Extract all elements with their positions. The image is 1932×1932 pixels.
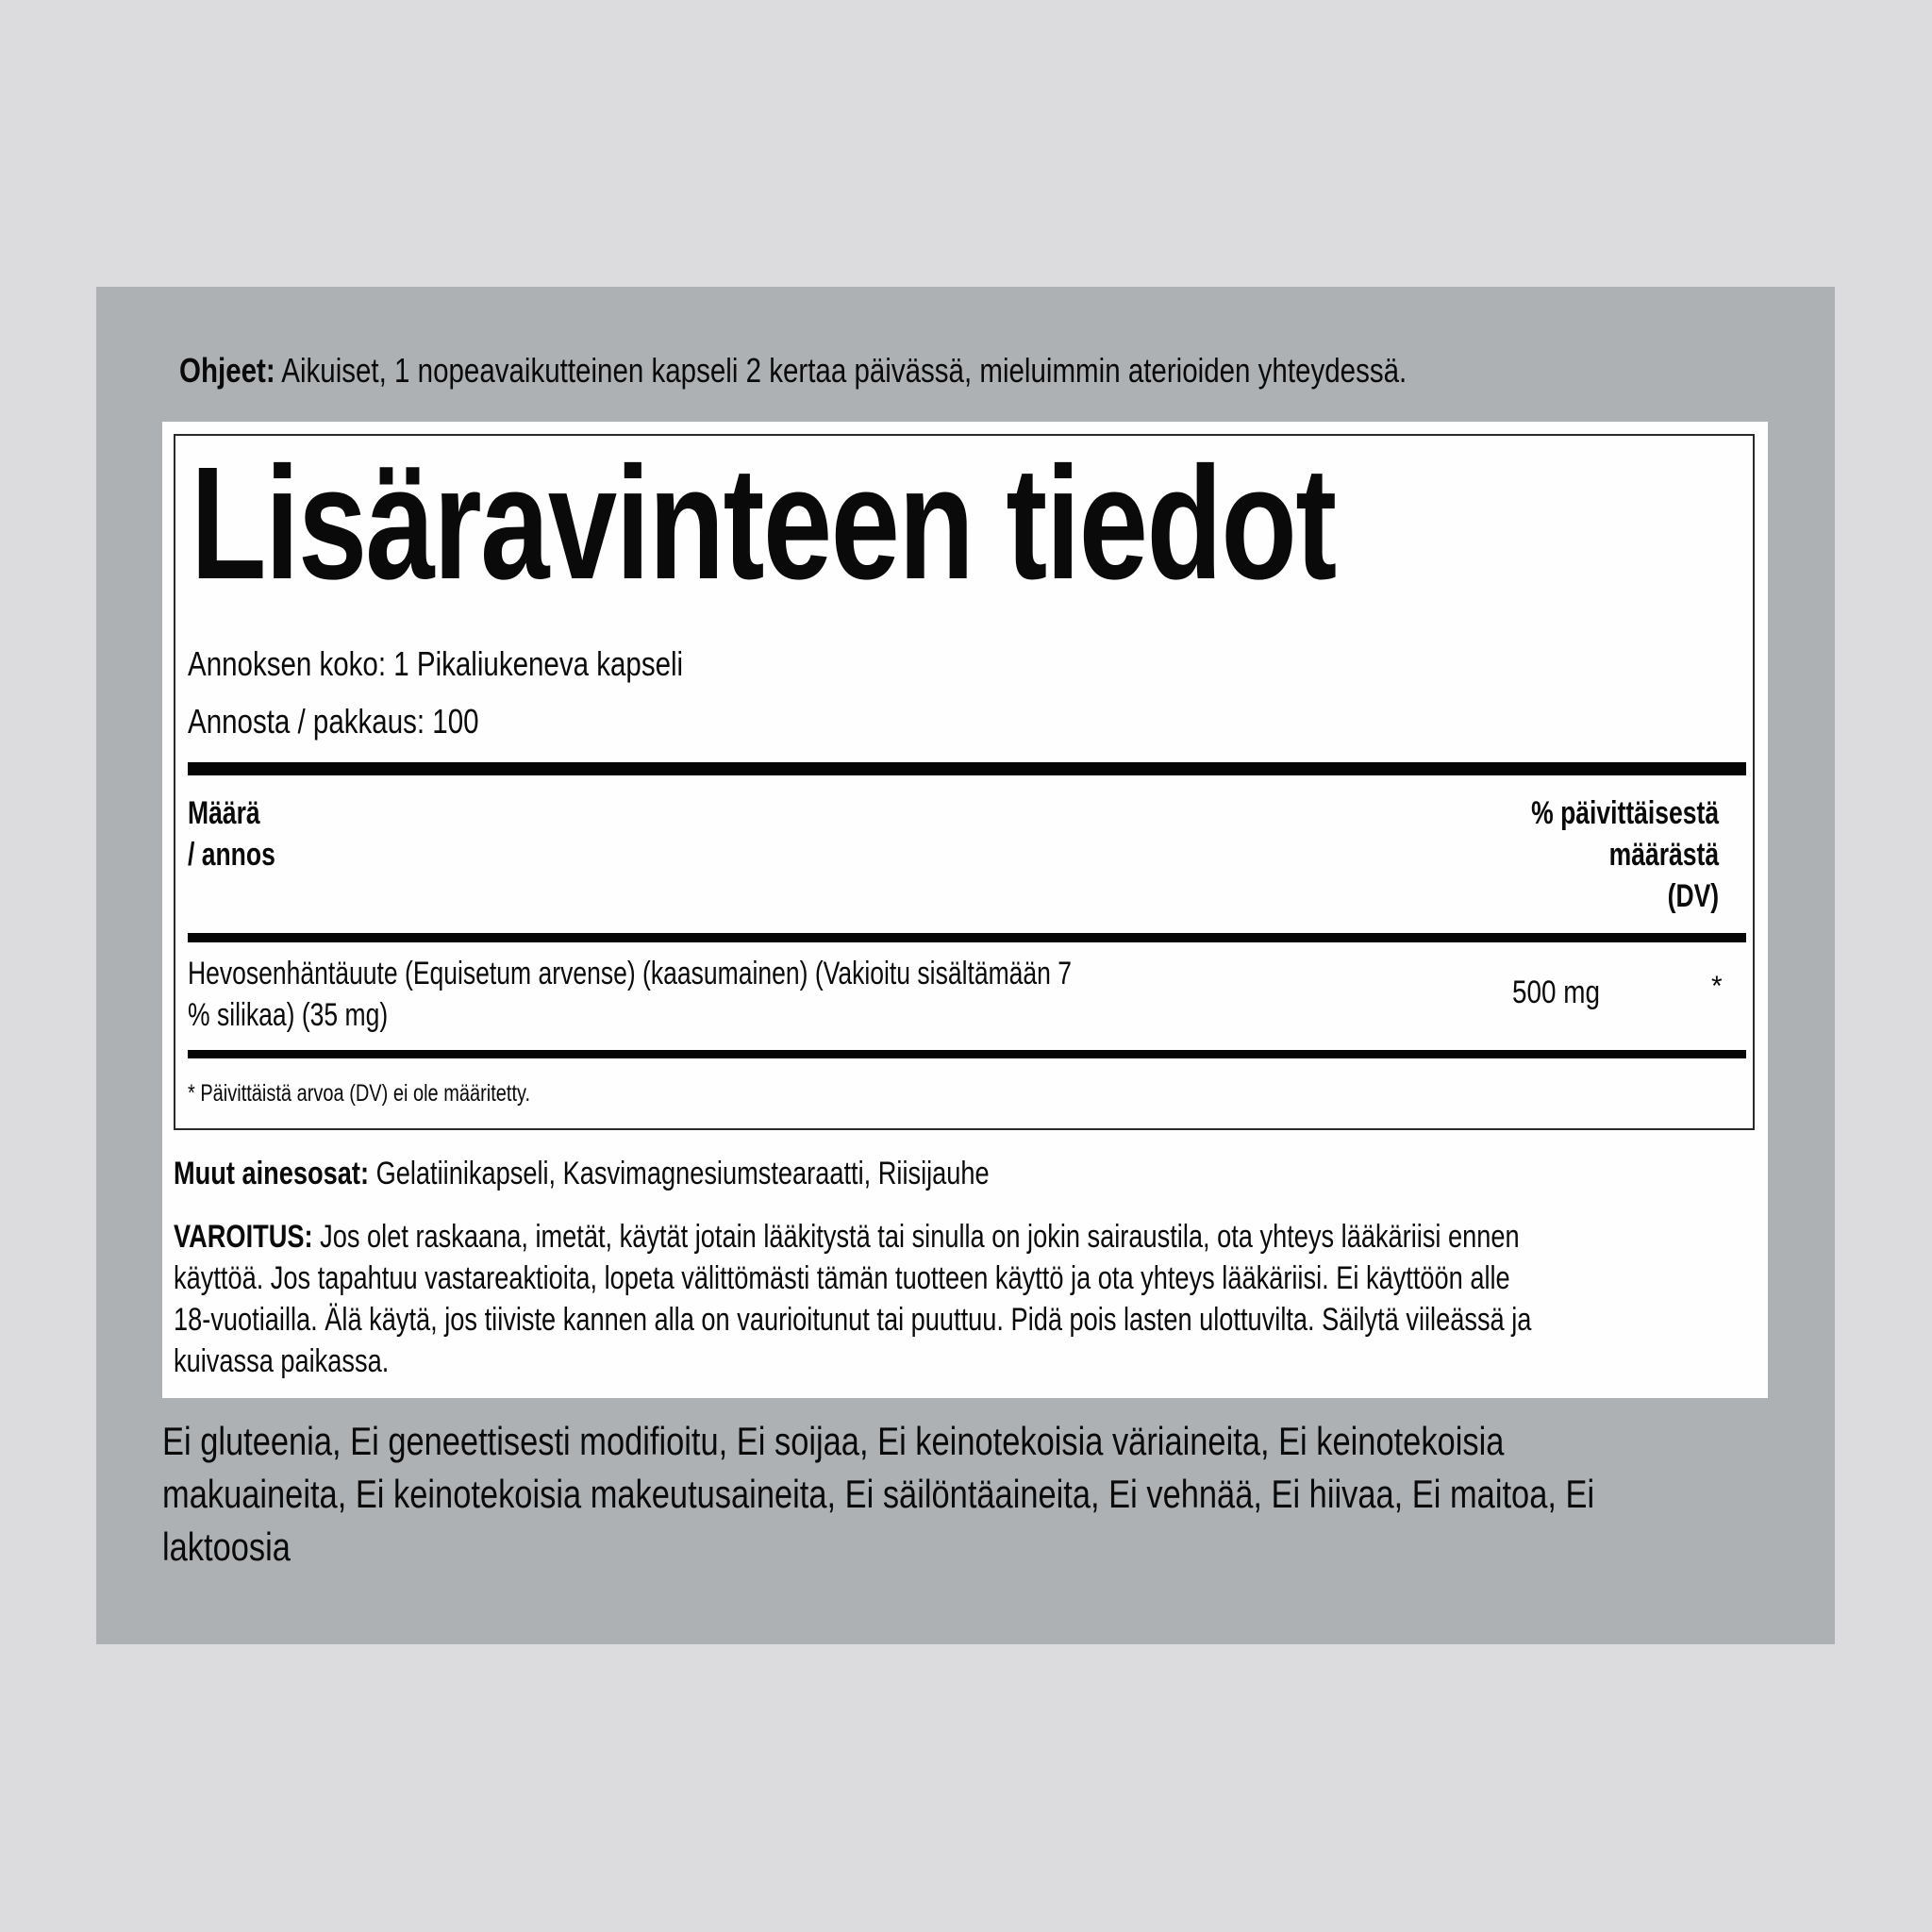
dv-header-line3: (DV)	[1667, 878, 1719, 914]
warning-label: VAROITUS:	[174, 1219, 313, 1255]
amount-header-line2: / annos	[188, 837, 275, 873]
free-from-claims	[162, 1415, 1594, 1574]
free-from-line2: makuaineita, Ei keinotekoisia makeutusaineita, Ei säilöntäaineita, Ei vehnää, Ei hiivaa, Ei maitoa, Ei	[162, 1472, 1595, 1516]
free-from-line3: laktoosia	[162, 1524, 291, 1569]
other-ingredients-text: Gelatiinikapseli, Kasvimagnesiumstearaatti, Riisijauhe	[369, 1156, 990, 1191]
header-divider	[188, 933, 1746, 942]
serving-size: Annoksen koko: 1 Pikaliukeneva kapseli	[188, 644, 684, 683]
ingredient-amount: 500 mg	[1512, 974, 1600, 1010]
amount-header-line1: Määrä	[188, 795, 260, 831]
directions	[179, 351, 1407, 391]
warning-line2: käyttöä. Jos tapahtuu vastareaktioita, lopeta välittömästi tämän tuotteen käyttö ja ota yhteys lääkäriisi. Ei käyttöön alle	[174, 1260, 1510, 1296]
ingredients-divider	[188, 1050, 1746, 1058]
warning-line4: kuivassa paikassa.	[174, 1343, 390, 1379]
warning-line3: 18-vuotiailla. Älä käytä, jos tiiviste kannen alla on vaurioitunut tai puuttuu. Pidä pois lasten ulottuvilta. Säilytä viileässä ja	[174, 1302, 1532, 1338]
amount-per-serving-header	[188, 792, 275, 875]
ingredient-dv: *	[1711, 971, 1723, 1002]
ingredient-name-line2: % silikaa) (35 mg)	[188, 997, 389, 1033]
thick-divider	[188, 762, 1746, 775]
free-from-line1: Ei gluteenia, Ei geneettisesti modifioitu, Ei soijaa, Ei keinotekoisia väriaineita, Ei keinotekoisia	[162, 1419, 1505, 1463]
facts-title: Lisäravinteen tiedot	[191, 434, 1336, 613]
directions-label: Ohjeet:	[179, 351, 275, 390]
dv-header-line2: määrästä	[1608, 837, 1719, 873]
dv-header-line1: % päivittäisestä	[1531, 795, 1719, 831]
other-ingredients-label: Muut ainesosat:	[174, 1156, 370, 1191]
servings-per-container: Annosta / pakkaus: 100	[188, 702, 479, 741]
dv-footnote: * Päivittäistä arvoa (DV) ei ole määritetty.	[188, 1080, 531, 1107]
warning-line1	[174, 1216, 1747, 1257]
ingredient-name-line1: Hevosenhäntäuute (Equisetum arvense) (kaasumainen) (Vakioitu sisältämään 7	[188, 956, 1073, 991]
daily-value-header	[1531, 792, 1719, 917]
supplement-facts-box	[174, 434, 1755, 1130]
ingredient-name	[188, 953, 1072, 1036]
warning	[174, 1216, 1747, 1382]
other-ingredients	[174, 1153, 990, 1194]
warning-text-line1: Jos olet raskaana, imetät, käytät jotain lääkitystä tai sinulla on jokin sairaustila, ota yhteys lääkäriisi ennen	[312, 1219, 1520, 1255]
directions-text: Aikuiset, 1 nopeavaikutteinen kapseli 2 kertaa päivässä, mieluimmin aterioiden yhteydessä.	[275, 351, 1407, 390]
